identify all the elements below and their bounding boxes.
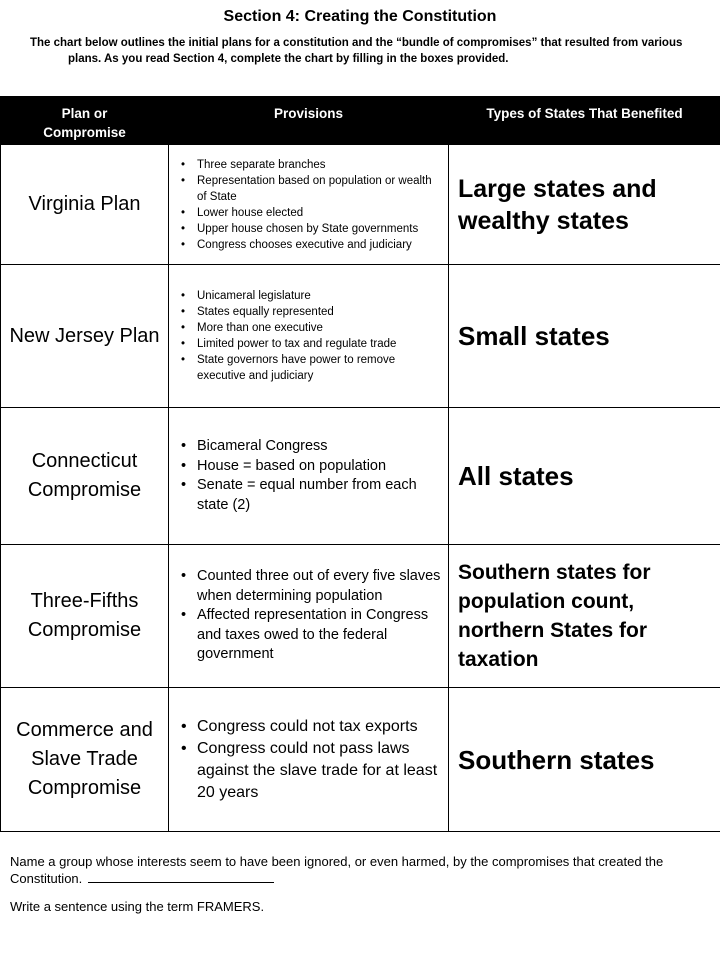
plan-name: Connecticut Compromise [1,408,169,545]
table-row [1,265,720,408]
provision-item: • State governors have power to remove executive and judiciary [177,352,442,384]
benefited-states: Small states [449,265,720,408]
provisions-cell [169,545,449,688]
table-row [1,408,720,545]
table-row [1,688,720,832]
provision-item: • Affected representation in Congress and taxes owed to the federal government [177,606,442,665]
header-plan: Plan or Compromise [1,97,169,145]
question-text: Name a group whose interests seem to have been ignored, or even harmed, by the compromises that created the Constitution. [10,854,664,886]
provision-item: • States equally represented [177,304,442,320]
question-ignored-group [10,853,700,887]
compromise-chart [0,96,720,832]
provision-item: • Upper house chosen by State governments [177,221,442,237]
instructions: The chart below outlines the initial plans for a constitution and the “bundle of compromises” that resulted from various plans. As you read Section 4, complete the chart by filling in the boxes provided. [30,37,683,65]
benefited-states: Southern states [449,688,720,832]
provisions-cell [169,688,449,832]
provisions-cell [169,145,449,265]
benefited-states: All states [449,408,720,545]
plan-name: Three-Fifths Compromise [1,545,169,688]
provision-item: • Congress could not pass laws against the slave trade for at least 20 years [177,738,442,804]
provision-item: • House = based on population [177,457,442,477]
provision-item: • Bicameral Congress [177,437,442,457]
header-provisions: Provisions [169,97,449,145]
provision-item: • Representation based on population or wealth of State [177,173,442,205]
plan-name: Commerce and Slave Trade Compromise [1,688,169,832]
provision-item: • Unicameral legislature [177,288,442,304]
plan-name: New Jersey Plan [1,265,169,408]
provisions-cell [169,408,449,545]
provision-item: • Three separate branches [177,157,442,173]
worksheet-title: Section 4: Creating the Constitution [223,8,497,25]
header-benefited: Types of States That Benefited [449,97,720,145]
answer-blank[interactable] [88,871,274,883]
provision-item: • Congress could not tax exports [177,716,442,738]
provision-item: • Lower house elected [177,205,442,221]
table-row [1,545,720,688]
benefited-states: Large states and wealthy states [449,145,720,265]
question-framers: Write a sentence using the term FRAMERS. [10,899,265,914]
provision-item: • Counted three out of every five slaves when determining population [177,567,442,606]
table-row [1,145,720,265]
provisions-cell [169,265,449,408]
provision-item: • Congress chooses executive and judiciary [177,237,442,253]
benefited-states: Southern states for population count, northern States for taxation [449,545,720,688]
plan-name: Virginia Plan [1,145,169,265]
provision-item: • Senate = equal number from each state (2) [177,476,442,515]
provision-item: • More than one executive [177,320,442,336]
provision-item: • Limited power to tax and regulate trade [177,336,442,352]
